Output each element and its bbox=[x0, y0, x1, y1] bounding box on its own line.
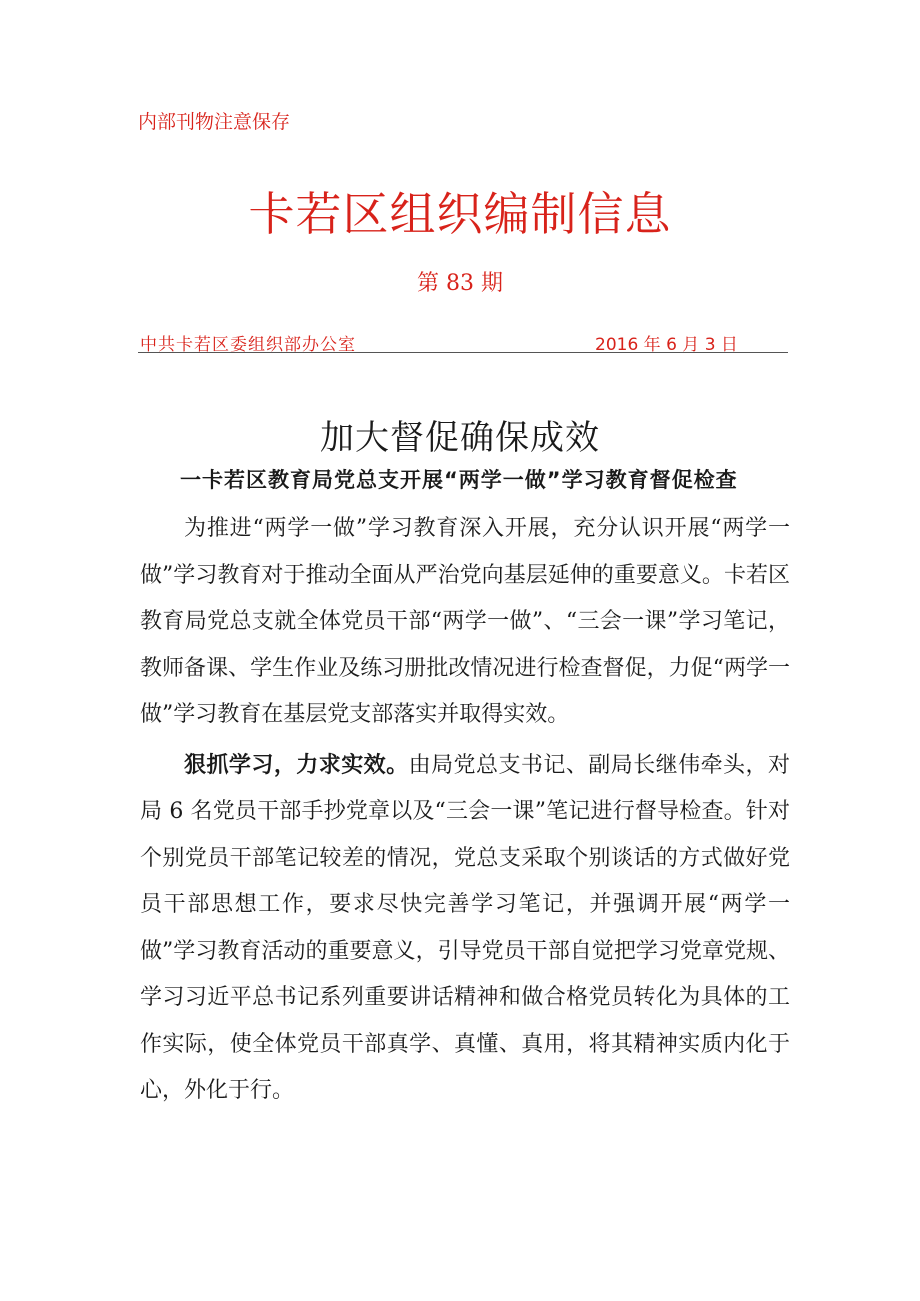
article-paragraph bbox=[140, 743, 790, 1115]
paragraph-lead: 狠抓学习，力求实效。 bbox=[184, 752, 409, 778]
issuing-organization: 中共卡若区委组织部办公室 bbox=[140, 335, 356, 355]
article-paragraph: 为推进“两学一做”学习教育深入开展，充分认识开展“两学一做”学习教育对于推动全面从严治党向基层延伸的重要意义。卡若区教育局党总支就全体党员干部“两学一做”、“三会一课”学习笔记，教师备课、学生作业及练习册批改情况进行检查督促，力促“两学一做”学习教育在基层党支部落实并取得实效。 bbox=[140, 516, 790, 727]
paragraph-text: 由局党总支书记、副局长继伟牵头，对局 6 名党员干部手抄党章以及“三会一课”笔记进行督导检查。针对个别党员干部笔记较差的情况，党总支采取个别谈话的方式做好党员干部思想工作，要求尽快完善学习笔记，并强调开展“两学一做”学习教育活动的重要意义，引导党员干部自觉把学习党章党规、学习习近平总书记系列重要讲话精神和做合格党员转化为具体的工作实际，使全体党员干部真学、真懂、真用，将其精神实质内化于心，外化于行。 bbox=[140, 752, 790, 1103]
confidentiality-notice: 内部刊物注意保存 bbox=[138, 111, 291, 133]
issue-number: 第 83 期 bbox=[417, 271, 503, 296]
publication-masthead: 卡若区组织编制信息 bbox=[248, 187, 672, 241]
header-divider bbox=[138, 352, 788, 353]
publication-date: 2016 年 6 月 3 日 bbox=[595, 335, 738, 355]
article-body bbox=[140, 506, 790, 1115]
article-subtitle: 一卡若区教育局党总支开展“两学一做”学习教育督促检查 bbox=[180, 468, 738, 492]
article-title: 加大督促确保成效 bbox=[320, 418, 600, 458]
